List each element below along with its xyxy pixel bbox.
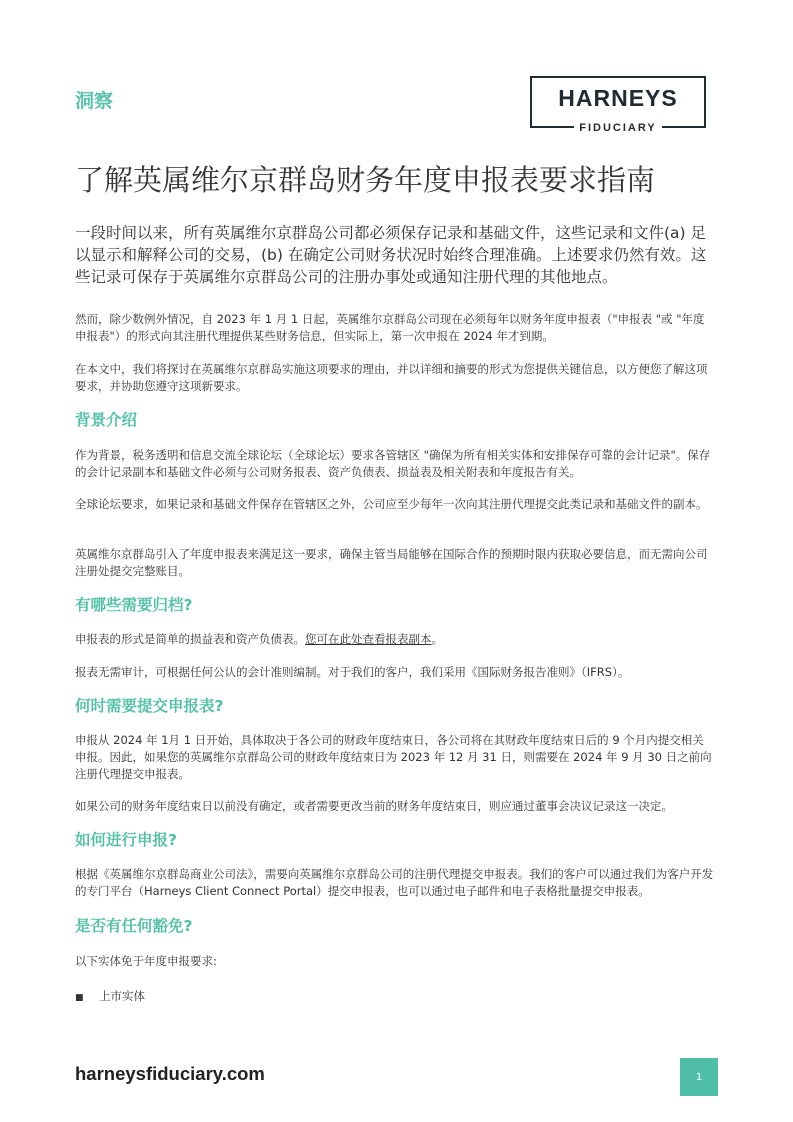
logo-subtitle: FIDUCIARY (532, 122, 704, 134)
heading-when-to-file: 何时需要提交申报表? (75, 697, 224, 715)
footer-website-link[interactable]: harneysfiduciary.com (75, 1063, 265, 1084)
paragraph-11: 以下实体免于年度申报要求: (75, 954, 217, 968)
view-form-link[interactable]: 您可在此处查看报表副本 (305, 632, 432, 646)
paragraph-2: 在本文中，我们将探讨在英属维尔京群岛实施这项要求的理由，并以详细和摘要的形式为您提供关键信息，以方便您了解这项要求，并协助您遵守这项新要求。 (75, 362, 708, 393)
page-number-badge: 1 (680, 1058, 718, 1096)
paragraph-9: 如果公司的财务年度结束日以前没有确定，或者需要更改当前的财务年度结束日，则应通过董事会决议记录这一决定。 (75, 799, 673, 813)
section-eyebrow: 洞察 (75, 90, 114, 112)
paragraph-8: 申报从 2024 年 1月 1 日开始，具体取决于各公司的财政年度结束日，各公司将在其财政年度结束日后的 9 个月内提交相关申报。因此，如果您的英属维尔京群岛公司的财政年度结束日为 2023 年 12 月 31 日，则需要在 2024 年 9 月 30 日之前向注册代理提交申报表。 (75, 733, 712, 781)
list-item-text: 上市实体 (99, 989, 145, 1003)
heading-what-to-file: 有哪些需要归档? (75, 596, 193, 614)
paragraph-3: 作为背景，税务透明和信息交流全球论坛（全球论坛）要求各管辖区 "确保为所有相关实体和安排保存可靠的会计记录"。保存的会计记录副本和基础文件必须与公司财务报表、资产负债表、损益表及相关附表和年度报告有关。 (75, 448, 711, 479)
logo-wordmark: HARNEYS (558, 85, 678, 111)
bullet-square-icon: ■ (75, 993, 84, 1003)
heading-exemptions: 是否有任何豁免? (75, 917, 193, 935)
paragraph-6-end: 。 (431, 632, 443, 646)
paragraph-5: 英属维尔京群岛引入了年度申报表来满足这一要求，确保主管当局能够在国际合作的预期时限内获取必要信息，而无需向公司注册处提交完整账目。 (75, 547, 708, 578)
paragraph-10: 根据《英属维尔京群岛商业公司法》，需要向英属维尔京群岛公司的注册代理提交申报表。我们的客户可以通过我们为客户开发的专门平台（Harneys Client Connect Portal）提交申报表，也可以通过电子邮件和电子表格批量提交申报表。 (75, 867, 714, 898)
heading-how-to-file: 如何进行申报? (75, 831, 177, 849)
harneys-fiduciary-logo (530, 76, 706, 134)
intro-paragraph: 一段时间以来，所有英属维尔京群岛公司都必须保存记录和基础文件，这些记录和文件(a) 足以显示和解释公司的交易，(b) 在确定公司财务状况时始终合理准确。上述要求仍然有效。这些记录可保存于英属维尔京群岛公司的注册办事处或通知注册代理的其他地点。 (75, 224, 707, 286)
paragraph-6-text: 申报表的形式是简单的损益表和资产负债表。 (75, 632, 305, 646)
page-title: 了解英属维尔京群岛财务年度申报表要求指南 (75, 163, 656, 197)
heading-background: 背景介绍 (75, 411, 138, 429)
paragraph-4: 全球论坛要求，如果记录和基础文件保存在管辖区之外，公司应至少每年一次向其注册代理提交此类记录和基础文件的副本。 (75, 497, 708, 511)
paragraph-1: 然而，除少数例外情况，自 2023 年 1 月 1 日起，英属维尔京群岛公司现在必须每年以财务年度申报表（"申报表 "或 "年度申报表"）的形式向其注册代理提供某些财务信息，但实际上，第一次申报在 2024 年才到期。 (75, 312, 705, 343)
list-item (75, 988, 145, 1007)
paragraph-6 (75, 631, 715, 648)
paragraph-7: 报表无需审计，可根据任何公认的会计准则编制。对于我们的客户，我们采用《国际财务报告准则》（IFRS）。 (75, 665, 630, 679)
